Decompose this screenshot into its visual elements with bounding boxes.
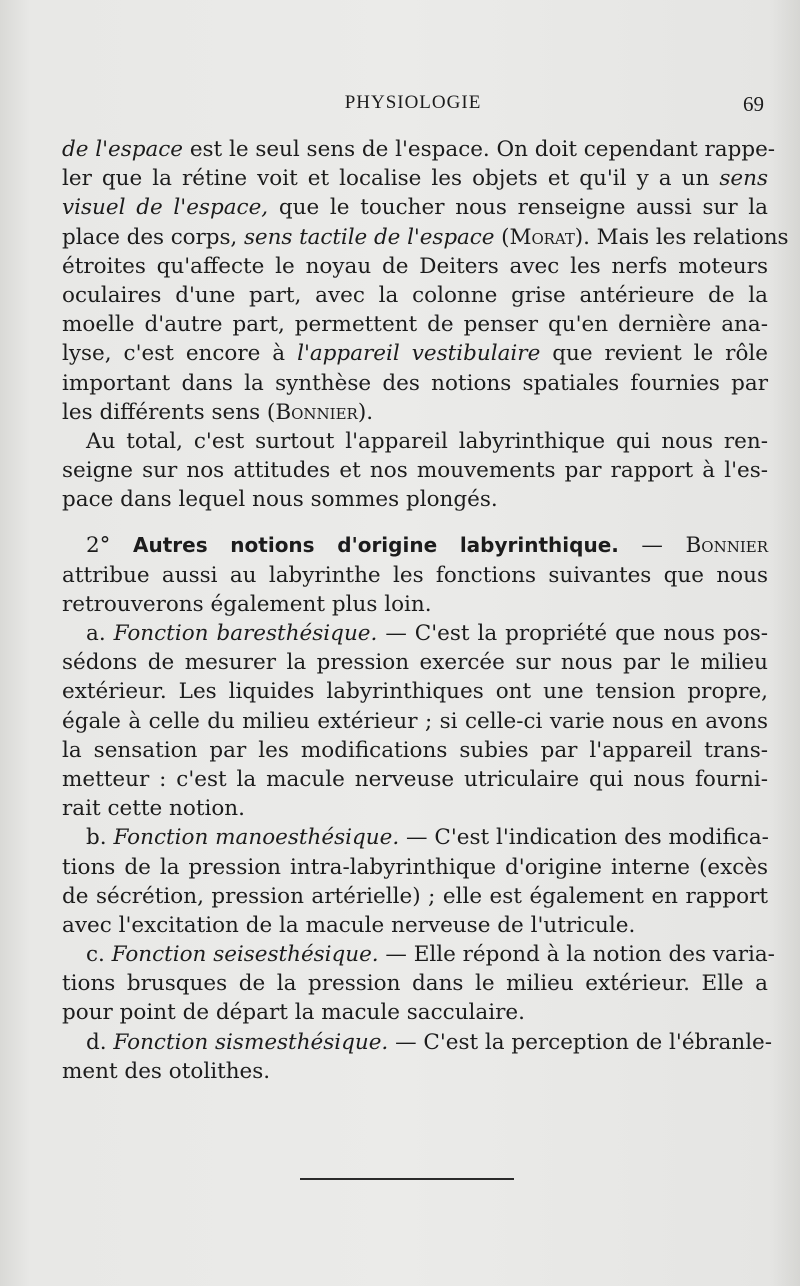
text-line: visuel de l'espace, que le toucher nous renseigne aussi sur la (62, 195, 769, 221)
text-line: place des corps, sens tactile de l'espace (Morat). Mais les relations (62, 224, 789, 250)
text-line: pour point de départ la macule sacculaire. (62, 1000, 525, 1026)
text-line: lyse, c'est encore à l'appareil vestibulaire que revient le rôle (62, 341, 768, 367)
page-header (62, 92, 764, 118)
text-line: les différents sens (Bonnier). (62, 399, 374, 425)
text-line: ler que la rétine voit et localise les objets et qu'il y a un sens (62, 166, 768, 192)
section-end-rule (300, 1178, 514, 1180)
text-line: a. Fonction baresthésique. — C'est la propriété que nous pos- (86, 621, 768, 646)
text-line: attribue aussi au labyrinthe les fonctions suivantes que nous (62, 562, 768, 588)
text-line: la sensation par les modifications subies par l'appareil trans- (62, 737, 768, 763)
author-citation: Bonnier (275, 399, 358, 425)
text-line: tions de la pression intra-labyrinthique d'origine interne (excès (62, 854, 768, 880)
author-citation: Morat (509, 224, 575, 250)
text-line: étroites qu'affecte le noyau de Deiters avec les nerfs moteurs (62, 253, 768, 279)
text-line: égale à celle du milieu extérieur ; si celle-ci varie nous en avons (62, 708, 768, 734)
text-line: sédons de mesurer la pression exercée sur nous par le milieu (62, 650, 768, 676)
text-line: de sécrétion, pression artérielle) ; elle est également en rapport (62, 883, 768, 909)
text-line: tions brusques de la pression dans le milieu extérieur. Elle a (62, 971, 768, 997)
text-line: c. Fonction seisesthésique. — Elle répond à la notion des varia- (86, 942, 775, 968)
text-line: pace dans lequel nous sommes plongés. (62, 487, 498, 513)
text-line: extérieur. Les liquides labyrinthiques ont une tension propre, (62, 679, 768, 705)
text-line: de l'espace est le seul sens de l'espace. On doit cependant rappe- (62, 137, 776, 162)
running-title: PHYSIOLOGIE (344, 92, 482, 113)
page-number: 69 (743, 92, 764, 116)
text-line: metteur : c'est la macule nerveuse utriculaire qui nous fourni- (62, 766, 768, 792)
text-line: Au total, c'est surtout l'appareil labyrinthique qui nous ren- (86, 428, 768, 454)
text-line: retrouverons également plus loin. (62, 591, 432, 617)
text-line: b. Fonction manoesthésique. — C'est l'indication des modifica- (86, 825, 769, 851)
text-line: seigne sur nos attitudes et nos mouvements par rapport à l'es- (62, 458, 768, 484)
text-line: rait cette notion. (62, 796, 245, 822)
body-text (62, 135, 789, 1086)
text-line: oculaires d'une part, avec la colonne grise antérieure de la (62, 282, 768, 308)
text-line: ment des otolithes. (62, 1058, 271, 1084)
text-line: avec l'excitation de la macule nerveuse de l'utricule. (62, 912, 636, 938)
text-line: important dans la synthèse des notions spatiales fournies par (62, 370, 768, 396)
text-line: d. Fonction sismesthésique. — C'est la perception de l'ébranle- (86, 1029, 773, 1055)
section-heading: 2° Autres notions d'origine labyrinthique. — Bonnier (86, 533, 769, 559)
text-line: moelle d'autre part, permettent de penser qu'en dernière ana- (62, 312, 768, 338)
